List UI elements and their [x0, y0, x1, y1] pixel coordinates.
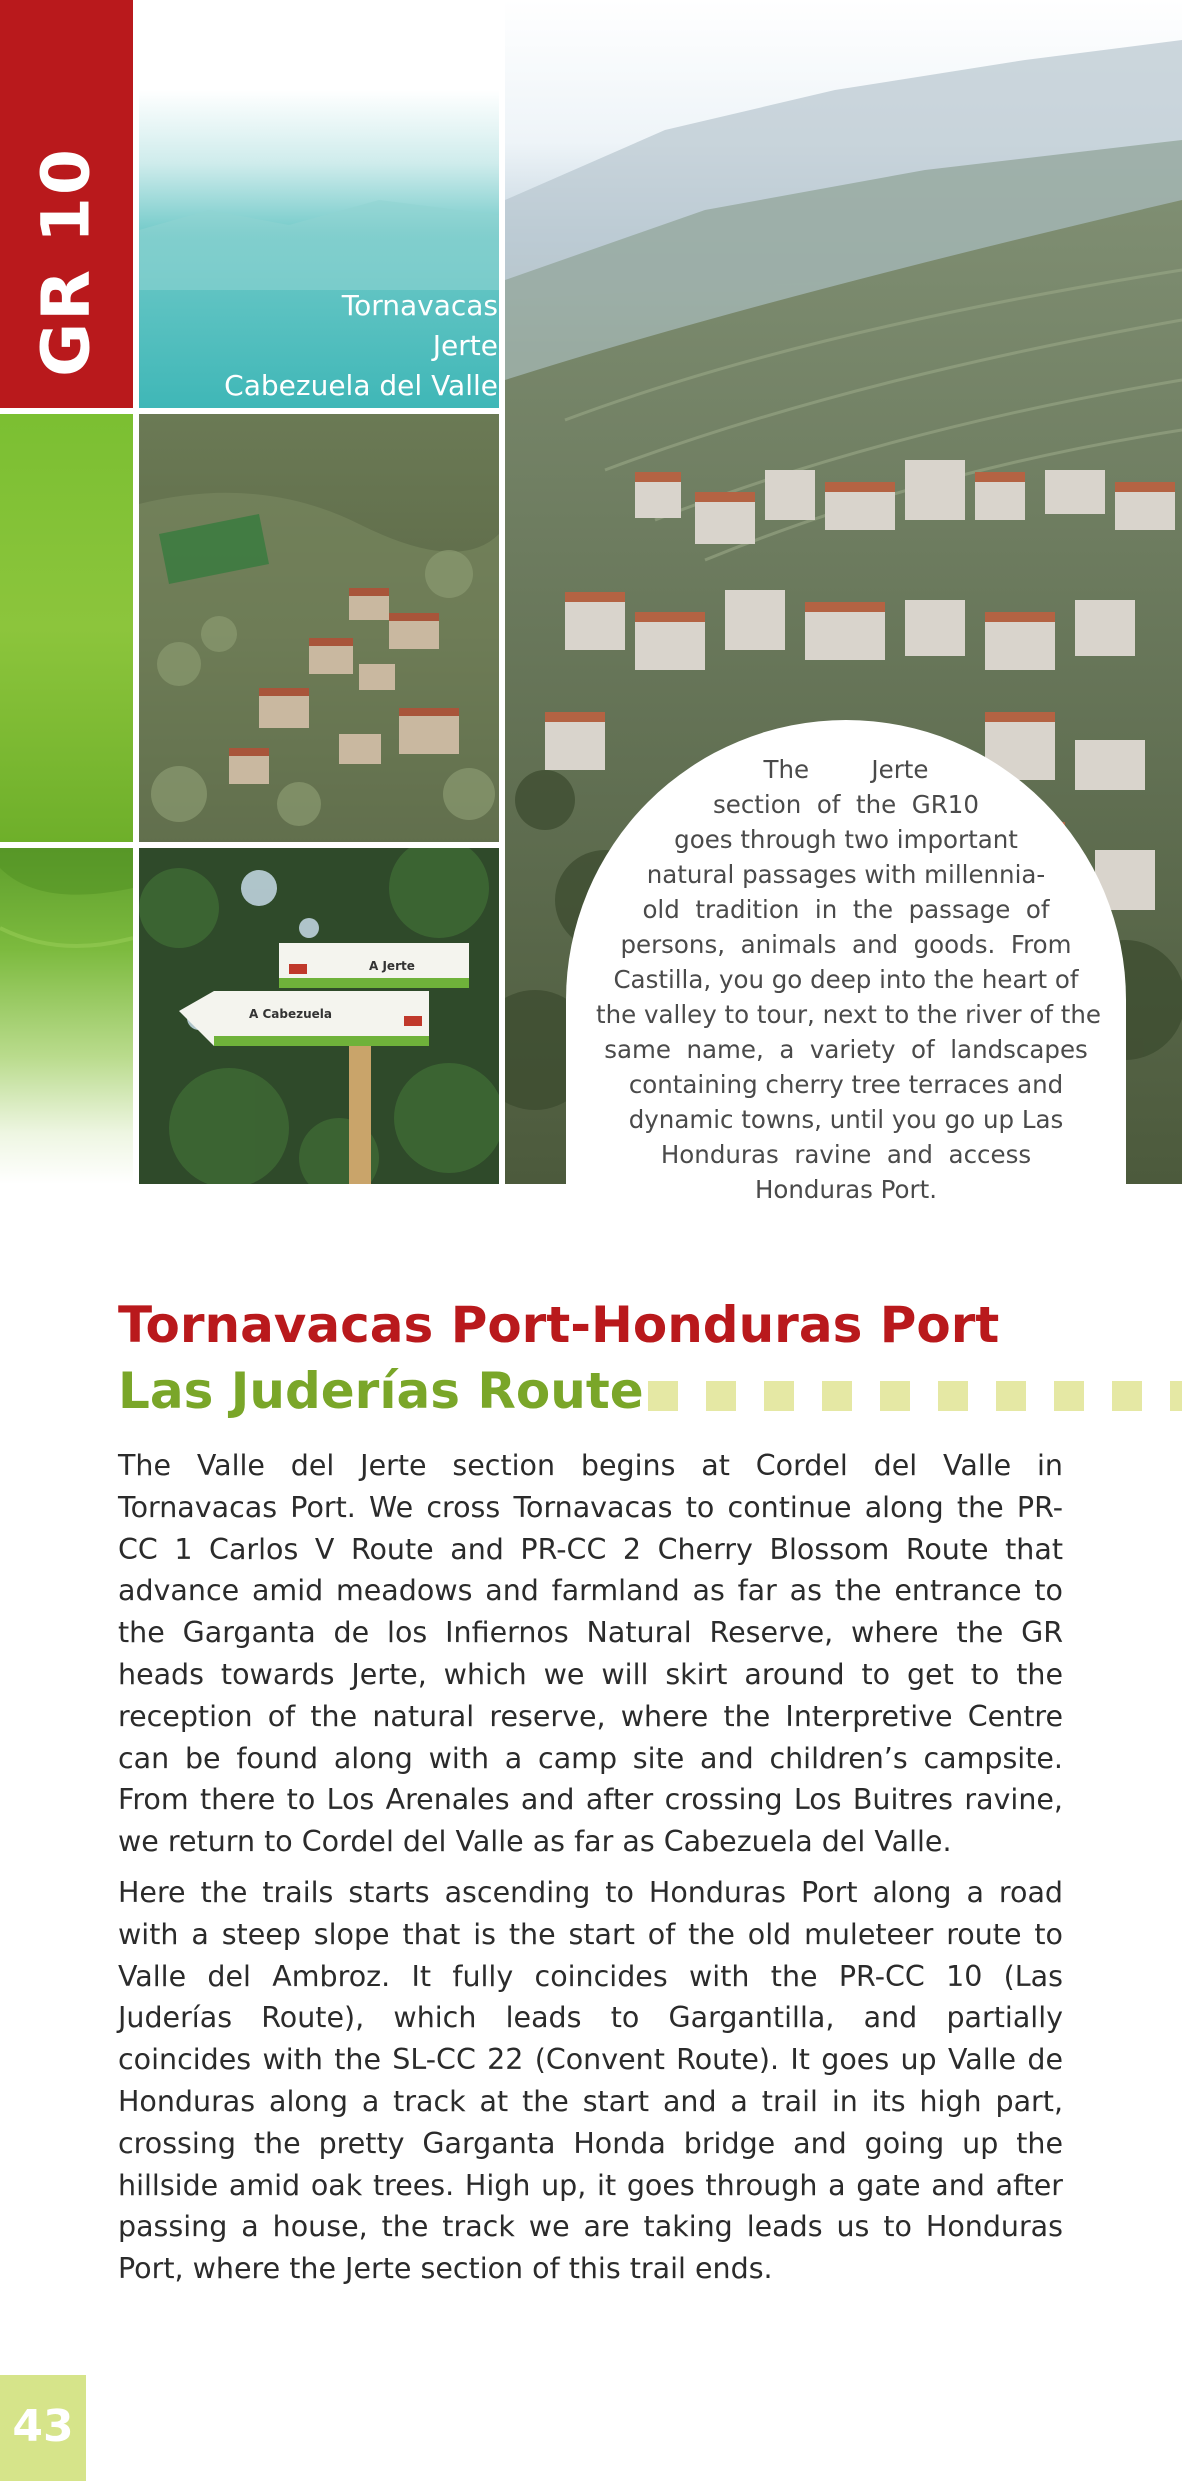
- intro-line: same name, a variety of landscapes: [604, 1035, 1088, 1064]
- intro-line: persons, animals and goods. From: [620, 930, 1072, 959]
- town-list: [224, 286, 498, 406]
- route-code-label: GR 10: [27, 147, 105, 377]
- green-fade-block: [0, 848, 133, 1184]
- article-paragraph-1: The Valle del Jerte section begins at Cordel del Valle in Tornavacas Port. We cross Tornavacas to continue along the PR-CC 1 Carlos V Route and PR-CC 2 Cherry Blossom Route that advance amid meadows and farmland as far as the entrance to the Garganta de los Infiernos Natural Reserve, where the GR heads towards Jerte, which we will skirt around to get to the reception of the natural reserve, where the Interpretive Centre can be found along with a camp site and children’s campsite. From there to Los Arenales and after crossing Los Buitres ravine, we return to Cordel del Valle as far as Cabezuela del Valle.: [118, 1449, 1063, 1859]
- article-subtitle: Las Juderías Route: [118, 1362, 644, 1420]
- sign-jerte-text: A Jerte: [369, 959, 415, 973]
- intro-line: Honduras Port.: [754, 1175, 937, 1204]
- intro-line: containing cherry tree terraces and: [628, 1070, 1064, 1099]
- grass-texture: [0, 848, 133, 1184]
- town-jerte: Jerte: [432, 329, 498, 362]
- intro-line: Honduras ravine and access: [660, 1140, 1032, 1169]
- intro-line: section of the GR10: [713, 790, 979, 819]
- signpost-photo: [139, 848, 499, 1184]
- intro-line: natural passages with millennia-: [646, 860, 1046, 889]
- green-color-block: [0, 414, 133, 842]
- page-number: 43: [12, 2401, 74, 2452]
- town-cabezuela: Cabezuela del Valle: [224, 369, 498, 402]
- route-code-tab: [0, 0, 133, 408]
- sign-cabezuela-text: A Cabezuela: [249, 1007, 332, 1021]
- intro-line: dynamic towns, until you go up Las: [628, 1105, 1064, 1134]
- mountain-silhouette: [139, 170, 499, 290]
- intro-line: goes through two important: [674, 825, 1018, 854]
- page-number-tab: [0, 2375, 86, 2481]
- intro-line: old tradition in the passage of: [642, 895, 1050, 924]
- hillside-village-photo: [139, 414, 499, 842]
- article-title: Tornavacas Port-Honduras Port: [118, 1296, 1000, 1354]
- article-paragraph-2: Here the trails starts ascending to Honduras Port along a road with a steep slope that is the start of the old muleteer route to Valle del Ambroz. It fully coincides with the PR-CC 10 (Las Juderías Route), which leads to Gargantilla, and partially coincides with the SL-CC 22 (Convent Route). It goes up Valle de Honduras along a track at the start and a trail in its high part, crossing the pretty Garganta Honda bridge and going up the hillside amid oak trees. High up, it goes through a gate and after passing a house, the track we are taking leads us to Honduras Port, where the Jerte section of this trail ends.: [118, 1876, 1063, 2286]
- intro-line: Castilla, you go deep into the heart of: [613, 965, 1079, 994]
- intro-line: The Jerte: [763, 755, 929, 784]
- decorative-dots: [648, 1381, 1182, 1411]
- intro-text: [596, 752, 1102, 1207]
- town-tornavacas: Tornavacas: [341, 289, 498, 322]
- intro-line: the valley to tour, next to the river of the: [596, 1000, 1102, 1029]
